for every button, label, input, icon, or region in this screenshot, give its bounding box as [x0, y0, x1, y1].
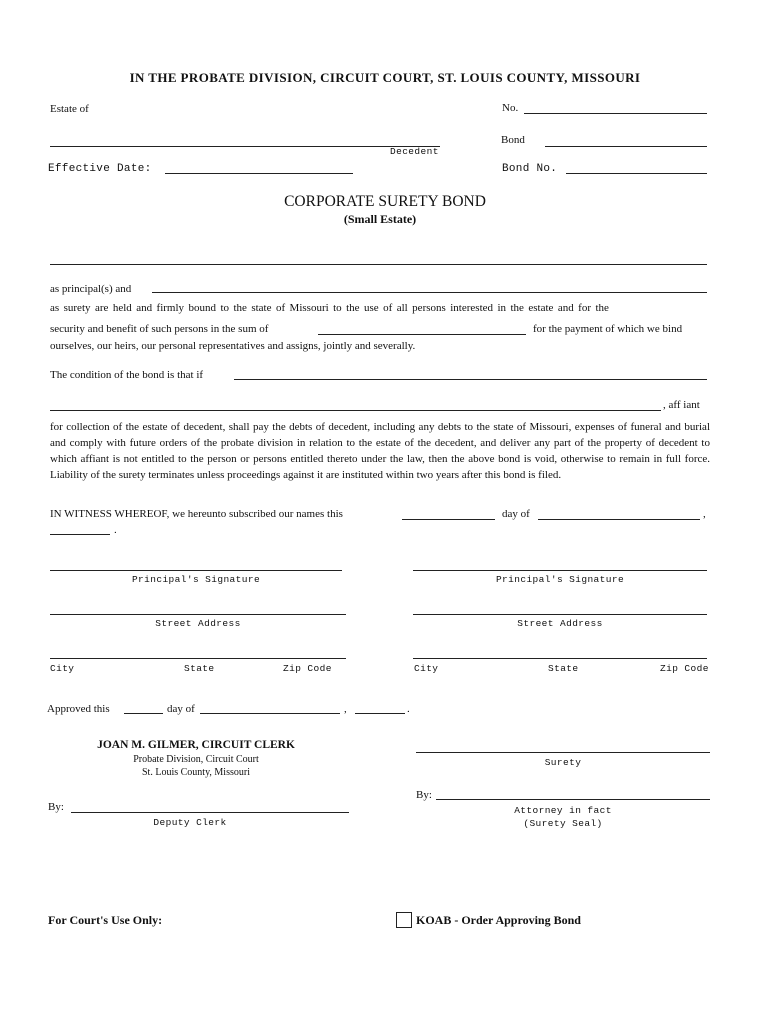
affiant-label: , aff iant: [663, 399, 700, 411]
by-right-label: By:: [416, 789, 432, 801]
bond-no-field[interactable]: [566, 173, 707, 174]
case-no-field[interactable]: [524, 113, 707, 114]
estate-name-field[interactable]: [50, 146, 440, 147]
court-title: IN THE PROBATE DIVISION, CIRCUIT COURT, ST. LOUIS COUNTY, MISSOURI: [129, 70, 641, 85]
clerk-name: JOAN M. GILMER, CIRCUIT CLERK: [97, 739, 295, 751]
approved-text: Approved this: [47, 703, 110, 715]
witness-month-field[interactable]: [538, 519, 700, 520]
principal-signature-right-line[interactable]: [413, 570, 707, 571]
witness-text: IN WITNESS WHEREOF, we hereunto subscribed our names this: [50, 508, 343, 520]
courts-use-label: For Court's Use Only:: [48, 913, 163, 927]
street-address-right-label: Street Address: [517, 618, 603, 629]
koab-label: KOAB - Order Approving Bond: [416, 913, 581, 927]
effective-date-label: Effective Date:: [48, 163, 152, 175]
estate-of-label: Estate of: [50, 103, 89, 115]
security-text: security and benefit of such persons in the sum of: [50, 323, 269, 335]
street-address-right-line[interactable]: [413, 614, 707, 615]
payment-text: for the payment of which we bind: [533, 323, 683, 335]
ourselves-text: ourselves, our heirs, our personal representatives and assigns, jointly and severally.: [50, 340, 416, 352]
collection-paragraph: for collection of the estate of decedent, shall pay the debts of decedent, including any debts to the state of Missouri, expenses of funeral and burial and comply with future orders of the probate division in relation to the estate of the decedent, and deliver any part of the property of decedent to which affiant is not entitled to the person or persons entitled thereto under the law, then the above bond is void, otherwise to remain in full force. Liability of the surety terminates unless proceedings against it are instituted within two years after this bond is filed.: [50, 421, 710, 481]
principal-signature-left-label: Principal's Signature: [131, 574, 261, 585]
zip-right-label: Zip Code: [660, 663, 709, 674]
state-right-label: State: [548, 663, 579, 674]
bond-amount-field[interactable]: [545, 146, 707, 147]
street-address-left-line[interactable]: [50, 614, 346, 615]
effective-date-field[interactable]: [165, 173, 353, 174]
surety-text: as surety are held and firmly bound to the state of Missouri to the use of all persons interested in the estate and for the: [50, 302, 609, 314]
street-address-left-label: Street Address: [155, 618, 241, 629]
document-subtitle: (Small Estate): [343, 212, 417, 226]
zip-left-label: Zip Code: [283, 663, 332, 674]
document-title: CORPORATE SURETY BOND: [284, 193, 486, 210]
approved-month-field[interactable]: [200, 713, 340, 714]
witness-day-of-label: day of: [502, 508, 530, 520]
affiant-name-field[interactable]: [234, 379, 707, 380]
clerk-line-1: Probate Division, Circuit Court: [133, 754, 259, 765]
principal-name-field[interactable]: [50, 264, 707, 265]
bond-no-label: Bond No.: [502, 163, 558, 175]
surety-label: Surety: [544, 757, 582, 768]
city-right-label: City: [414, 663, 439, 674]
clerk-line-2: St. Louis County, Missouri: [142, 767, 250, 778]
attorney-in-fact-label: Attorney in fact: [514, 805, 612, 816]
surety-name-field[interactable]: [152, 292, 707, 293]
state-left-label: State: [184, 663, 215, 674]
koab-checkbox[interactable]: [396, 912, 412, 928]
witness-period: .: [114, 524, 117, 536]
witness-comma: ,: [703, 508, 706, 520]
principal-label: as principal(s) and: [50, 283, 132, 295]
approved-period: .: [407, 703, 410, 715]
city-state-zip-right-line[interactable]: [413, 658, 707, 659]
witness-day-field[interactable]: [402, 519, 495, 520]
approved-year-field[interactable]: [355, 713, 405, 714]
case-no-label: No.: [502, 102, 519, 114]
principal-signature-left-line[interactable]: [50, 570, 342, 571]
surety-signature-line[interactable]: [416, 752, 710, 753]
approved-comma: ,: [344, 703, 347, 715]
witness-year-field[interactable]: [50, 534, 110, 535]
affiant-continuation-field[interactable]: [50, 410, 661, 411]
by-left-label: By:: [48, 801, 64, 813]
attorney-signature-line[interactable]: [436, 799, 710, 800]
approved-day-field[interactable]: [124, 713, 163, 714]
bond-sum-field[interactable]: [318, 334, 526, 335]
approved-day-of-label: day of: [167, 703, 195, 715]
decedent-label: Decedent: [390, 146, 439, 157]
principal-signature-right-label: Principal's Signature: [495, 574, 625, 585]
deputy-clerk-label: Deputy Clerk: [153, 817, 227, 828]
surety-seal-label: (Surety Seal): [523, 818, 603, 829]
city-left-label: City: [50, 663, 75, 674]
condition-label: The condition of the bond is that if: [50, 369, 204, 381]
bond-label: Bond: [501, 134, 525, 146]
deputy-clerk-signature-line[interactable]: [71, 812, 349, 813]
city-state-zip-left-line[interactable]: [50, 658, 346, 659]
